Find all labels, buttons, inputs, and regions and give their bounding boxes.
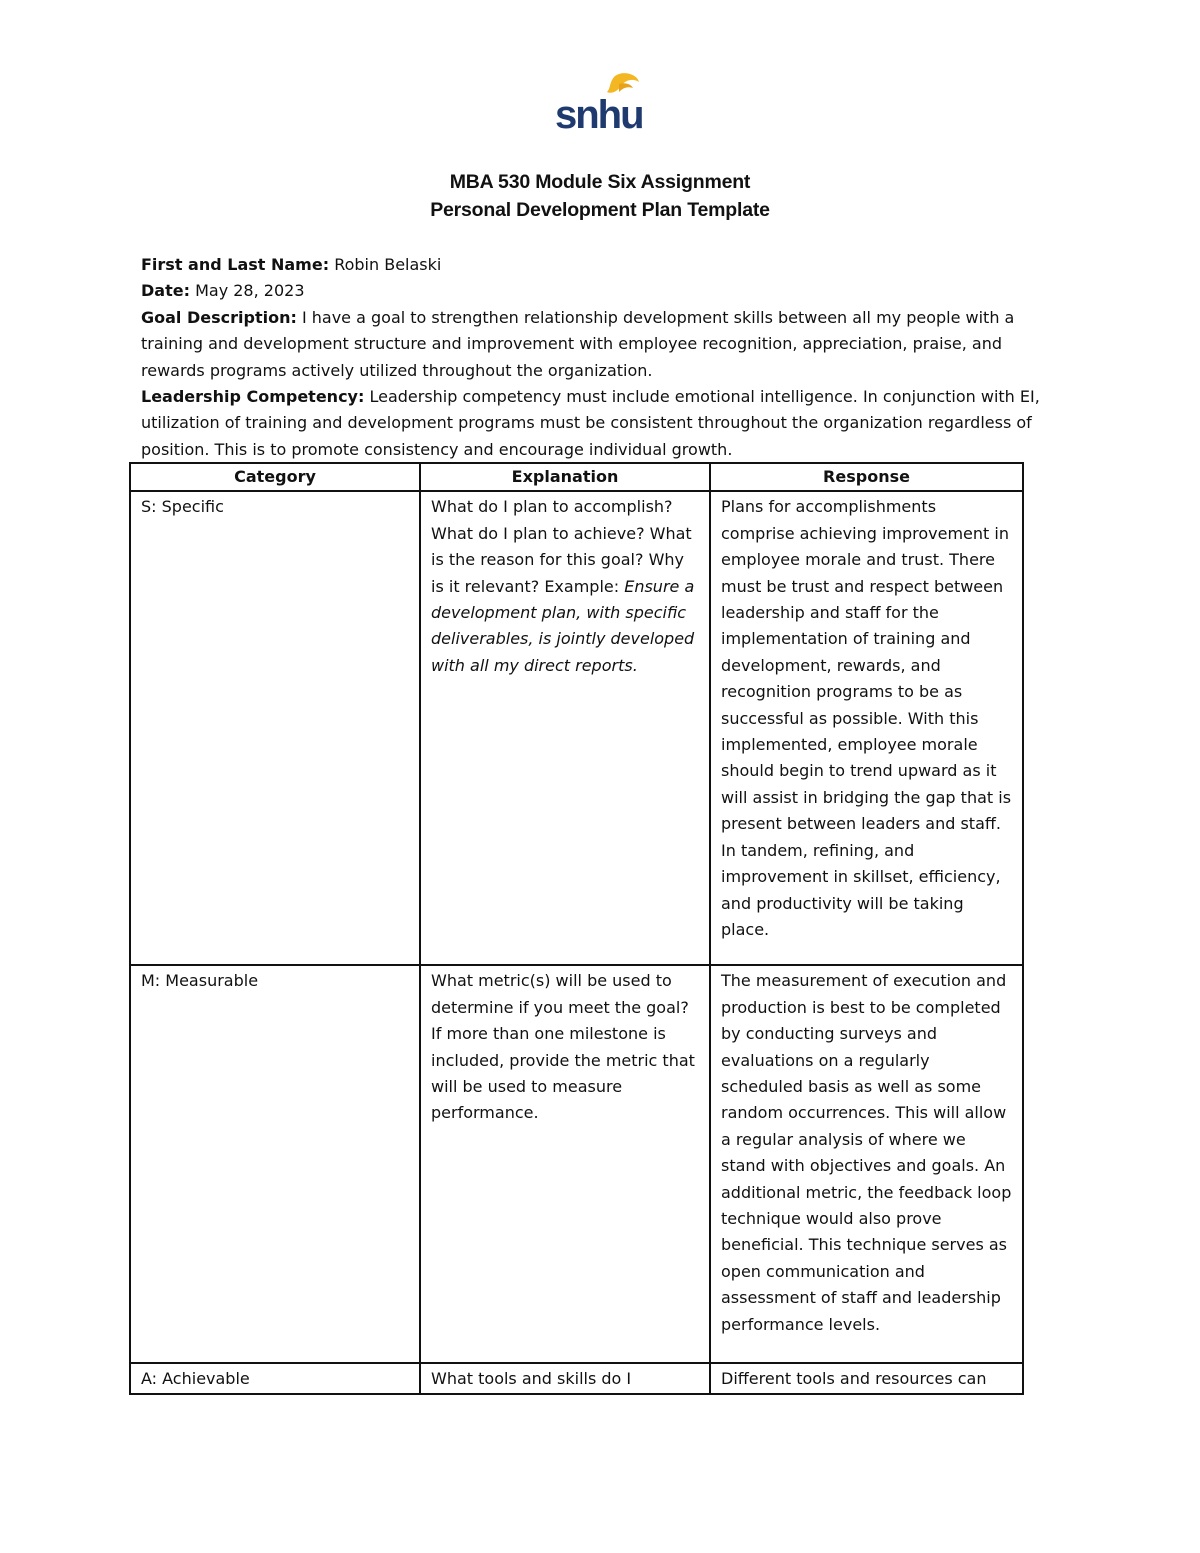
category-cell: A: Achievable [130, 1363, 420, 1393]
document-subtitle: Personal Development Plan Template [430, 199, 770, 221]
goal-label: Goal Description: [141, 307, 297, 327]
table-row [130, 491, 1023, 965]
competency-line [141, 384, 1061, 463]
explanation-cell: What metric(s) will be used to determine if you meet the goal? If more than one milestone is included, provide the metric that will be used to measure performance. [420, 965, 710, 1363]
name-label: First and Last Name: [141, 255, 330, 274]
date-value: May 28, 2023 [195, 281, 305, 301]
name-line [141, 252, 1061, 278]
example-text: Ensure a development plan, with specific deliverables, is jointly developed with all my direct reports. [431, 576, 695, 675]
explanation-cell: What tools and skills do I [420, 1363, 710, 1393]
svg-text:snhu: snhu [555, 93, 643, 134]
name-value: Robin Belaski [334, 255, 442, 274]
column-header-response: Response [710, 463, 1023, 491]
explanation-text: What do I plan to accomplish? What do I plan to achieve? What is the reason for this goal? Why is it relevant? [431, 497, 692, 596]
table-row [130, 965, 1023, 1363]
column-header-category: Category [130, 463, 420, 491]
example-label: Example: [544, 576, 620, 596]
response-cell: The measurement of execution and production is best to be completed by conducting surveys and evaluations on a regularly scheduled basis as well as some random occurrences. This will allow a regular analysis of where we stand with objectives and goals. An additional metric, the feedback loop technique would also prove beneficial. This technique serves as open communication and assessment of staff and leadership performance levels. [710, 965, 1023, 1363]
table-header-row [130, 463, 1023, 491]
category-cell: S: Specific [130, 491, 420, 965]
date-line [141, 278, 1061, 304]
response-cell: Different tools and resources can [710, 1363, 1023, 1393]
table-row [130, 1363, 1023, 1393]
goal-value: I have a goal to strengthen relationship development skills between all my people with a training and development structure and improvement with employee recognition, appreciation, praise, and rewards programs actively utilized throughout the organization. [141, 307, 1015, 380]
plan-details [141, 252, 1061, 463]
category-cell: M: Measurable [130, 965, 420, 1363]
date-label: Date: [141, 281, 190, 301]
response-cell: Plans for accomplishments comprise achieving improvement in employee morale and trust. There must be trust and respect between leadership and staff for the implementation of training and development, rewards, and recognition programs to be as successful as possible. With this implemented, employee morale should begin to trend upward as it will assist in bridging the gap that is present between leaders and staff. In tandem, refining, and improvement in skillset, efficiency, and productivity will be taking place. [710, 491, 1023, 965]
column-header-explanation: Explanation [420, 463, 710, 491]
explanation-cell [420, 491, 710, 965]
document-heading [0, 168, 1200, 224]
snhu-logo [553, 72, 643, 134]
document-title: MBA 530 Module Six Assignment [449, 171, 751, 193]
goal-line [141, 305, 1061, 384]
smart-goal-table [129, 462, 1024, 1395]
competency-label: Leadership Competency: [141, 387, 365, 407]
flame-icon [607, 73, 639, 93]
competency-value: Leadership competency must include emotional intelligence. In conjunction with EI, utilization of training and development programs must be consistent throughout the organization regardless of position. This is to promote consistency and encourage individual growth. [141, 387, 1040, 459]
